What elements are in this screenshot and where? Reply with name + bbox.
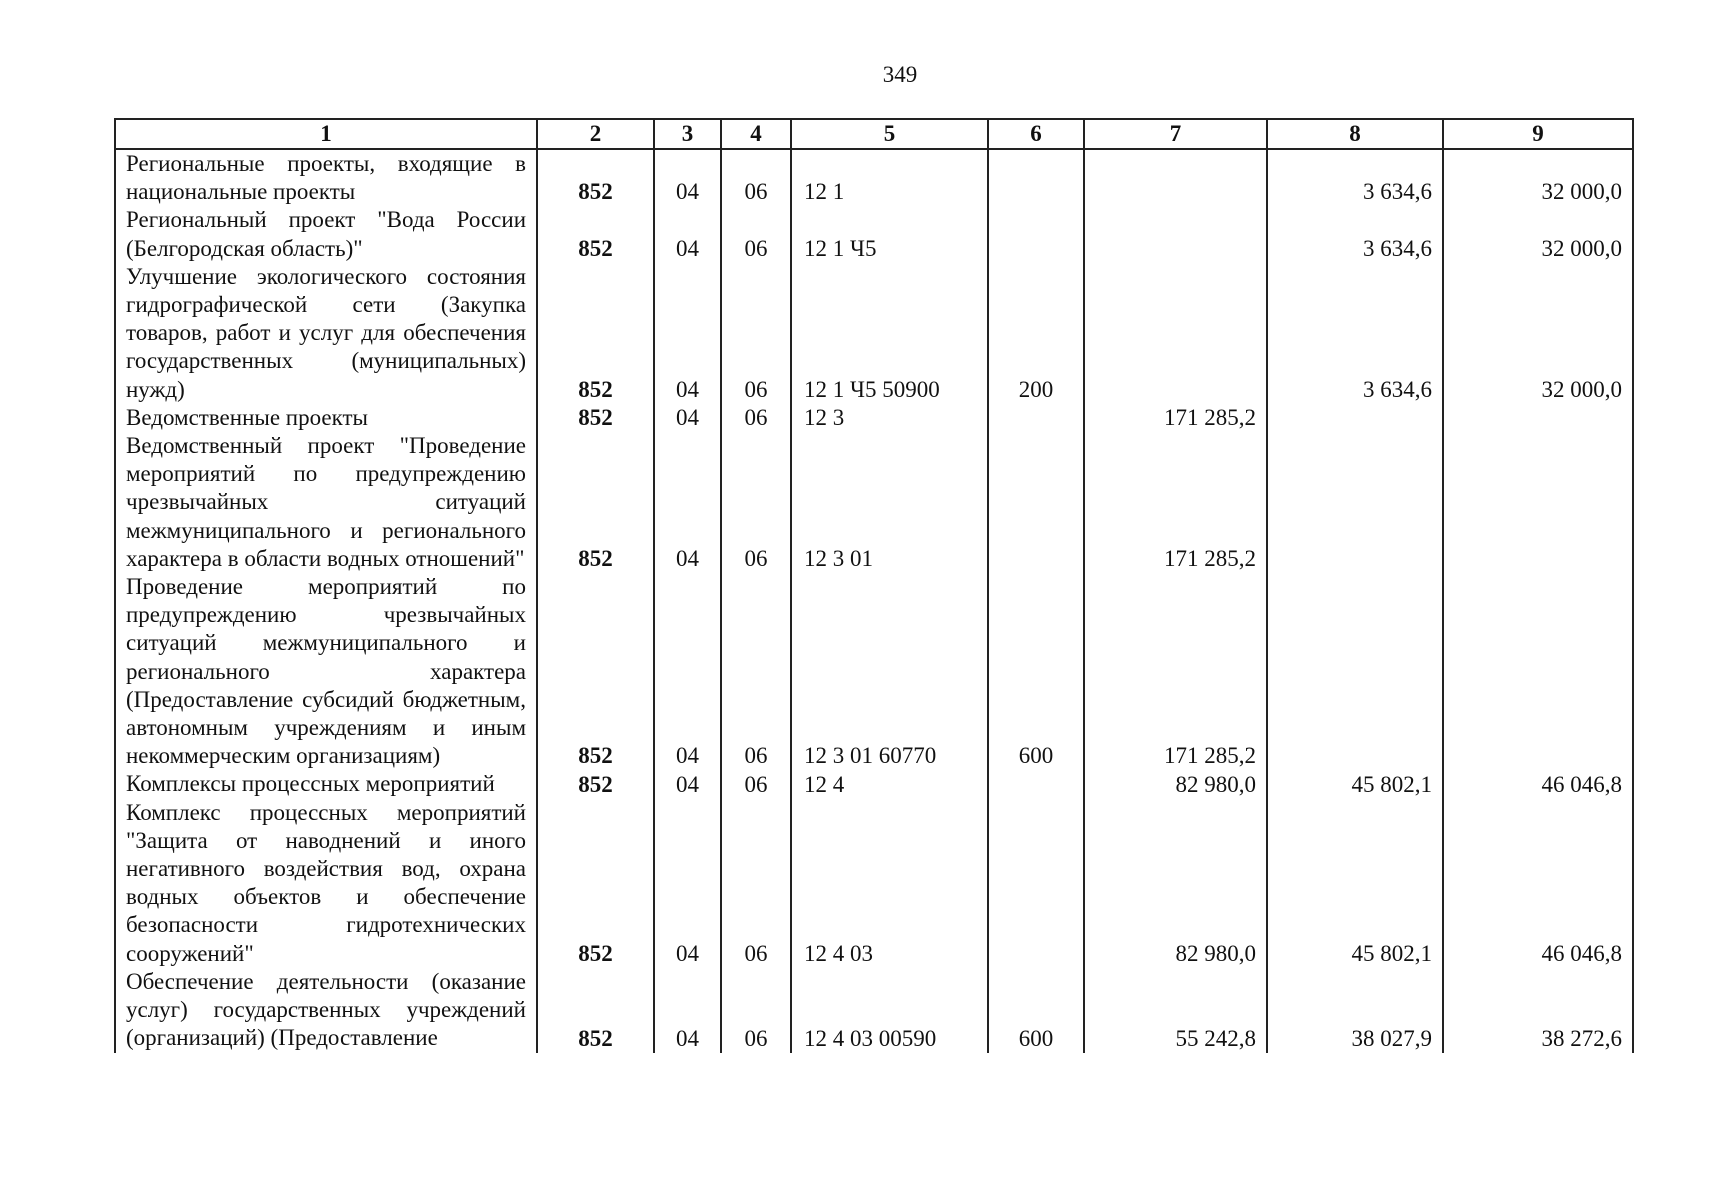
amount-col7-cell: 171 285,2 [1084,404,1267,432]
section-code-cell: 04 [654,770,721,798]
col-header-5: 5 [791,119,988,149]
table-row [115,432,1633,573]
amount-col8-cell: 3 634,6 [1267,263,1443,404]
chapter-code-cell: 852 [537,263,654,404]
section-code-cell: 04 [654,573,721,770]
target-article-cell: 12 4 03 [791,799,988,968]
expense-type-cell [988,799,1084,968]
chapter-code-cell: 852 [537,573,654,770]
expense-type-cell [988,206,1084,262]
amount-col7-cell: 82 980,0 [1084,770,1267,798]
item-name-cell: Комплексы процессных мероприятий [115,770,537,798]
target-article-cell: 12 3 [791,404,988,432]
amount-col8-cell: 3 634,6 [1267,149,1443,206]
subsection-code-cell: 06 [721,770,791,798]
amount-col7-cell: 55 242,8 [1084,968,1267,1053]
table-row [115,968,1633,1053]
section-code-cell: 04 [654,432,721,573]
section-code-cell: 04 [654,968,721,1053]
chapter-code-cell: 852 [537,799,654,968]
item-name-cell: Комплекс процессных мероприятий "Защита от наводнений и иного негативного воздействия вод, охрана водных объектов и обеспечение безопасности гидротехнических сооружений" [115,799,537,968]
expense-type-cell: 600 [988,968,1084,1053]
expense-type-cell: 600 [988,573,1084,770]
amount-col7-cell [1084,206,1267,262]
col-header-3: 3 [654,119,721,149]
expense-type-cell: 200 [988,263,1084,404]
subsection-code-cell: 06 [721,432,791,573]
expense-type-cell [988,770,1084,798]
amount-col7-cell: 82 980,0 [1084,799,1267,968]
amount-col8-cell: 45 802,1 [1267,799,1443,968]
table-row [115,404,1633,432]
amount-col9-cell: 38 272,6 [1443,968,1633,1053]
table-row [115,206,1633,262]
target-article-cell: 12 1 [791,149,988,206]
item-name-cell: Региональные проекты, входящие в национальные проекты [115,149,537,206]
amount-col9-cell: 32 000,0 [1443,149,1633,206]
target-article-cell: 12 1 Ч5 [791,206,988,262]
table-row [115,573,1633,770]
amount-col8-cell: 38 027,9 [1267,968,1443,1053]
section-code-cell: 04 [654,263,721,404]
table-row [115,799,1633,968]
amount-col8-cell [1267,573,1443,770]
section-code-cell: 04 [654,799,721,968]
target-article-cell: 12 4 [791,770,988,798]
table-row [115,263,1633,404]
page-number: 349 [882,62,918,87]
table-row [115,770,1633,798]
amount-col9-cell [1443,404,1633,432]
chapter-code-cell: 852 [537,149,654,206]
section-code-cell: 04 [654,404,721,432]
subsection-code-cell: 06 [721,968,791,1053]
subsection-code-cell: 06 [721,404,791,432]
subsection-code-cell: 06 [721,573,791,770]
amount-col8-cell: 45 802,1 [1267,770,1443,798]
subsection-code-cell: 06 [721,263,791,404]
expense-type-cell [988,404,1084,432]
target-article-cell: 12 3 01 [791,432,988,573]
col-header-8: 8 [1267,119,1443,149]
chapter-code-cell: 852 [537,432,654,573]
section-code-cell: 04 [654,149,721,206]
col-header-4: 4 [721,119,791,149]
target-article-cell: 12 1 Ч5 50900 [791,263,988,404]
budget-table [114,118,1634,1053]
subsection-code-cell: 06 [721,799,791,968]
col-header-9: 9 [1443,119,1633,149]
amount-col8-cell [1267,432,1443,573]
item-name-cell: Обеспечение деятельности (оказание услуг) государственных учреждений (организаций) (Предоставление [115,968,537,1053]
col-header-7: 7 [1084,119,1267,149]
item-name-cell: Ведомственные проекты [115,404,537,432]
item-name-cell: Улучшение экологического состояния гидрографической сети (Закупка товаров, работ и услуг для обеспечения государственных (муниципальных) нужд) [115,263,537,404]
table-row [115,149,1633,206]
col-header-1: 1 [115,119,537,149]
col-header-2: 2 [537,119,654,149]
amount-col9-cell: 46 046,8 [1443,799,1633,968]
chapter-code-cell: 852 [537,770,654,798]
amount-col8-cell: 3 634,6 [1267,206,1443,262]
header-row [115,119,1633,149]
item-name-cell: Ведомственный проект "Проведение мероприятий по предупреждению чрезвычайных ситуаций межмуниципального и регионального характера в области водных отношений" [115,432,537,573]
amount-col7-cell [1084,149,1267,206]
col-header-6: 6 [988,119,1084,149]
amount-col9-cell: 32 000,0 [1443,263,1633,404]
amount-col9-cell [1443,573,1633,770]
expense-type-cell [988,432,1084,573]
amount-col9-cell [1443,432,1633,573]
chapter-code-cell: 852 [537,404,654,432]
amount-col9-cell: 32 000,0 [1443,206,1633,262]
target-article-cell: 12 3 01 60770 [791,573,988,770]
item-name-cell: Проведение мероприятий по предупреждению чрезвычайных ситуаций межмуниципального и регионального характера (Предоставление субсидий бюджетным, автономным учреждениям и иным некоммерческим организациям) [115,573,537,770]
item-name-cell: Региональный проект "Вода России (Белгородская область)" [115,206,537,262]
subsection-code-cell: 06 [721,206,791,262]
amount-col7-cell: 171 285,2 [1084,573,1267,770]
amount-col9-cell: 46 046,8 [1443,770,1633,798]
expense-type-cell [988,149,1084,206]
subsection-code-cell: 06 [721,149,791,206]
amount-col8-cell [1267,404,1443,432]
amount-col7-cell: 171 285,2 [1084,432,1267,573]
amount-col7-cell [1084,263,1267,404]
chapter-code-cell: 852 [537,968,654,1053]
section-code-cell: 04 [654,206,721,262]
target-article-cell: 12 4 03 00590 [791,968,988,1053]
chapter-code-cell: 852 [537,206,654,262]
